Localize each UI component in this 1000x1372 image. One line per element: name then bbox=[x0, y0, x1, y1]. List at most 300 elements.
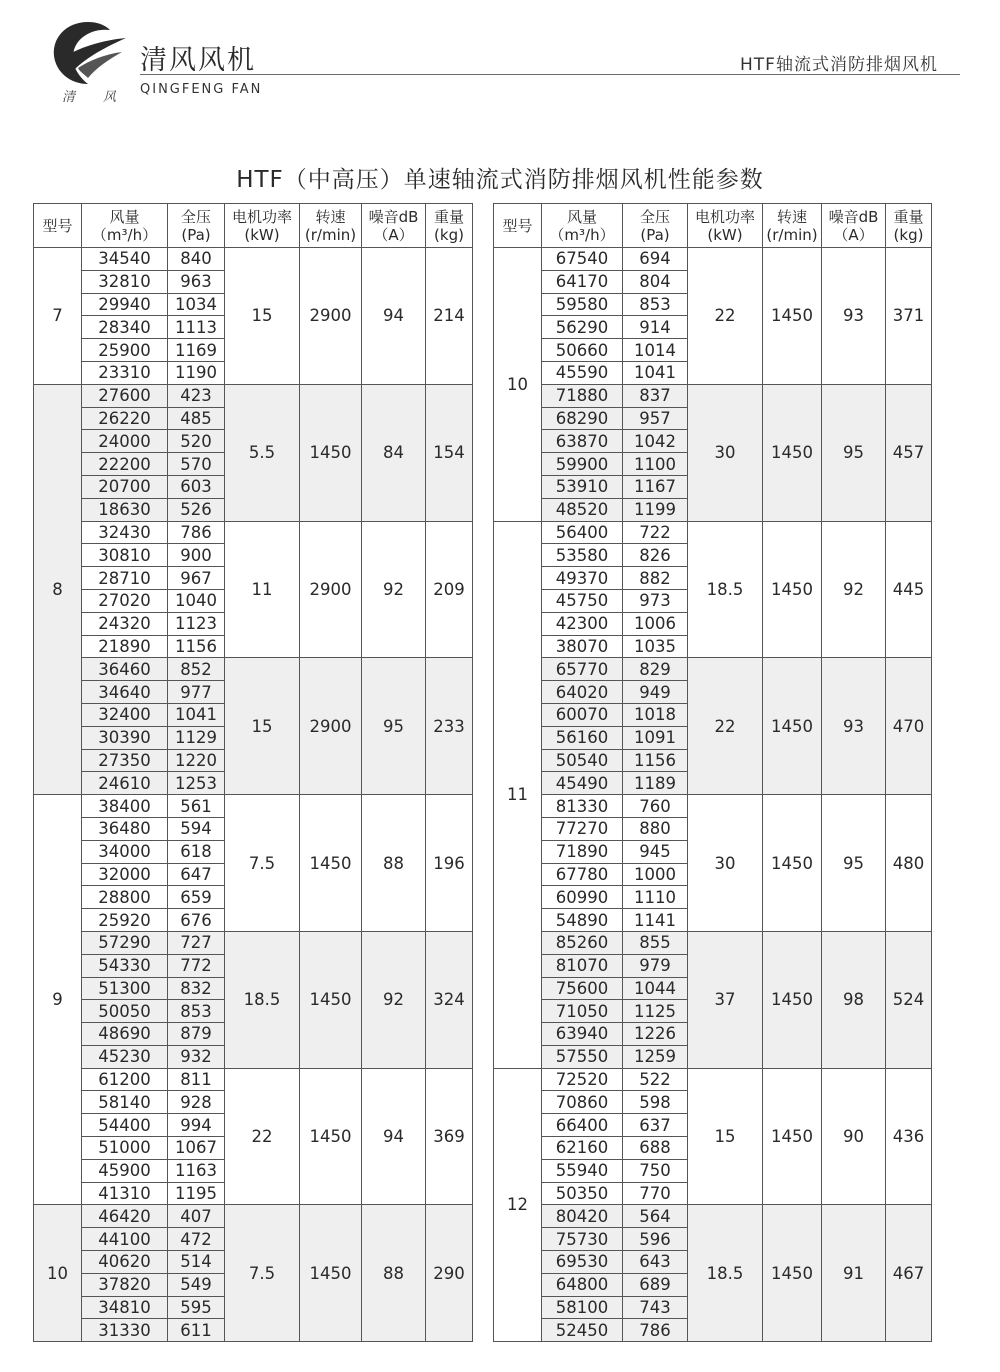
weight-cell: 369 bbox=[426, 1068, 473, 1205]
airflow-cell: 62160 bbox=[542, 1137, 623, 1160]
pressure-cell: 879 bbox=[168, 1023, 225, 1046]
pressure-cell: 829 bbox=[623, 658, 688, 681]
pressure-cell: 520 bbox=[168, 430, 225, 453]
pressure-cell: 957 bbox=[623, 407, 688, 430]
airflow-cell: 69530 bbox=[542, 1251, 623, 1274]
airflow-cell: 51300 bbox=[82, 977, 168, 1000]
column-header-power-unit: (kW) bbox=[707, 225, 743, 244]
power-cell: 30 bbox=[688, 795, 763, 932]
speed-cell: 1450 bbox=[763, 248, 822, 385]
table-row bbox=[494, 1068, 932, 1091]
pressure-cell: 1000 bbox=[623, 863, 688, 886]
airflow-cell: 27020 bbox=[82, 589, 168, 612]
speed-cell: 1450 bbox=[300, 1068, 362, 1205]
table-row bbox=[34, 1068, 473, 1091]
column-header-model: 型号 bbox=[34, 204, 82, 248]
column-header-noise-unit: （A） bbox=[373, 225, 414, 244]
pressure-cell: 1125 bbox=[623, 1000, 688, 1023]
table-body bbox=[34, 248, 473, 1342]
power-cell: 15 bbox=[688, 1068, 763, 1205]
column-header-airflow-label: 风量 bbox=[109, 207, 140, 226]
pressure-cell: 914 bbox=[623, 316, 688, 339]
pressure-cell: 743 bbox=[623, 1296, 688, 1319]
pressure-cell: 1129 bbox=[168, 726, 225, 749]
airflow-cell: 81330 bbox=[542, 795, 623, 818]
weight-cell: 324 bbox=[426, 931, 473, 1068]
pressure-cell: 973 bbox=[623, 589, 688, 612]
pressure-cell: 837 bbox=[623, 384, 688, 407]
pressure-cell: 561 bbox=[168, 795, 225, 818]
power-cell: 18.5 bbox=[225, 931, 300, 1068]
airflow-cell: 85260 bbox=[542, 931, 623, 954]
airflow-cell: 65770 bbox=[542, 658, 623, 681]
airflow-cell: 57290 bbox=[82, 931, 168, 954]
pressure-cell: 1110 bbox=[623, 886, 688, 909]
pressure-cell: 564 bbox=[623, 1205, 688, 1228]
airflow-cell: 34810 bbox=[82, 1296, 168, 1319]
power-cell: 22 bbox=[225, 1068, 300, 1205]
airflow-cell: 37820 bbox=[82, 1273, 168, 1296]
speed-cell: 1450 bbox=[763, 1205, 822, 1342]
noise-cell: 95 bbox=[822, 384, 886, 521]
pressure-cell: 1220 bbox=[168, 749, 225, 772]
pressure-cell: 472 bbox=[168, 1228, 225, 1251]
speed-cell: 2900 bbox=[300, 658, 362, 795]
airflow-cell: 25900 bbox=[82, 339, 168, 362]
pressure-cell: 570 bbox=[168, 453, 225, 476]
airflow-cell: 27600 bbox=[82, 384, 168, 407]
brand-name-english: QINGFENG FAN bbox=[140, 82, 263, 97]
table-row bbox=[494, 1205, 932, 1228]
model-cell: 10 bbox=[34, 1205, 82, 1342]
airflow-cell: 64020 bbox=[542, 681, 623, 704]
airflow-cell: 77270 bbox=[542, 817, 623, 840]
airflow-cell: 28710 bbox=[82, 567, 168, 590]
column-header-pressure bbox=[168, 204, 225, 248]
column-header-speed-unit: (r/min) bbox=[304, 225, 357, 244]
noise-cell: 94 bbox=[362, 248, 426, 385]
pressure-cell: 770 bbox=[623, 1182, 688, 1205]
pressure-cell: 1042 bbox=[623, 430, 688, 453]
pressure-cell: 1195 bbox=[168, 1182, 225, 1205]
airflow-cell: 80420 bbox=[542, 1205, 623, 1228]
airflow-cell: 40620 bbox=[82, 1251, 168, 1274]
column-header-pressure bbox=[623, 204, 688, 248]
pressure-cell: 647 bbox=[168, 863, 225, 886]
weight-cell: 436 bbox=[886, 1068, 932, 1205]
power-cell: 7.5 bbox=[225, 795, 300, 932]
pressure-cell: 603 bbox=[168, 475, 225, 498]
airflow-cell: 18630 bbox=[82, 498, 168, 521]
airflow-cell: 71880 bbox=[542, 384, 623, 407]
airflow-cell: 56290 bbox=[542, 316, 623, 339]
model-cell: 12 bbox=[494, 1068, 542, 1342]
power-cell: 5.5 bbox=[225, 384, 300, 521]
weight-cell: 214 bbox=[426, 248, 473, 385]
airflow-cell: 45230 bbox=[82, 1045, 168, 1068]
airflow-cell: 28340 bbox=[82, 316, 168, 339]
pressure-cell: 882 bbox=[623, 567, 688, 590]
column-header-airflow-unit: （m³/h） bbox=[549, 225, 615, 244]
pressure-cell: 967 bbox=[168, 567, 225, 590]
noise-cell: 93 bbox=[822, 248, 886, 385]
airflow-cell: 57550 bbox=[542, 1045, 623, 1068]
weight-cell: 209 bbox=[426, 521, 473, 658]
pressure-cell: 1006 bbox=[623, 612, 688, 635]
model-cell: 7 bbox=[34, 248, 82, 385]
column-header-airflow-unit: （m³/h） bbox=[91, 225, 158, 244]
airflow-cell: 71050 bbox=[542, 1000, 623, 1023]
airflow-cell: 44100 bbox=[82, 1228, 168, 1251]
pressure-cell: 549 bbox=[168, 1273, 225, 1296]
airflow-cell: 54400 bbox=[82, 1114, 168, 1137]
noise-cell: 94 bbox=[362, 1068, 426, 1205]
weight-cell: 154 bbox=[426, 384, 473, 521]
table-row bbox=[34, 931, 473, 954]
airflow-cell: 63870 bbox=[542, 430, 623, 453]
pressure-cell: 900 bbox=[168, 544, 225, 567]
column-header-weight-label: 重量 bbox=[893, 207, 924, 226]
airflow-cell: 53580 bbox=[542, 544, 623, 567]
pressure-cell: 1040 bbox=[168, 589, 225, 612]
pressure-cell: 643 bbox=[623, 1251, 688, 1274]
pressure-cell: 722 bbox=[623, 521, 688, 544]
pressure-cell: 1156 bbox=[168, 635, 225, 658]
header-row bbox=[494, 204, 932, 248]
noise-cell: 88 bbox=[362, 1205, 426, 1342]
airflow-cell: 50540 bbox=[542, 749, 623, 772]
speed-cell: 1450 bbox=[763, 931, 822, 1068]
table-row bbox=[494, 658, 932, 681]
pressure-cell: 1169 bbox=[168, 339, 225, 362]
weight-cell: 196 bbox=[426, 795, 473, 932]
pressure-cell: 840 bbox=[168, 248, 225, 271]
pressure-cell: 945 bbox=[623, 840, 688, 863]
speed-cell: 1450 bbox=[300, 1205, 362, 1342]
weight-cell: 467 bbox=[886, 1205, 932, 1342]
pressure-cell: 1189 bbox=[623, 772, 688, 795]
column-header-speed-unit: (r/min) bbox=[766, 225, 818, 244]
airflow-cell: 32000 bbox=[82, 863, 168, 886]
noise-cell: 84 bbox=[362, 384, 426, 521]
pressure-cell: 514 bbox=[168, 1251, 225, 1274]
table-row bbox=[34, 521, 473, 544]
pressure-cell: 932 bbox=[168, 1045, 225, 1068]
airflow-cell: 21890 bbox=[82, 635, 168, 658]
pressure-cell: 811 bbox=[168, 1068, 225, 1091]
airflow-cell: 48690 bbox=[82, 1023, 168, 1046]
airflow-cell: 52450 bbox=[542, 1319, 623, 1342]
airflow-cell: 45490 bbox=[542, 772, 623, 795]
header-row bbox=[34, 204, 473, 248]
airflow-cell: 31330 bbox=[82, 1319, 168, 1342]
pressure-cell: 727 bbox=[168, 931, 225, 954]
pressure-cell: 594 bbox=[168, 817, 225, 840]
airflow-cell: 58140 bbox=[82, 1091, 168, 1114]
column-header-weight-unit: (kg) bbox=[434, 225, 464, 244]
power-cell: 15 bbox=[225, 658, 300, 795]
airflow-cell: 50660 bbox=[542, 339, 623, 362]
speed-cell: 1450 bbox=[763, 795, 822, 932]
column-header-airflow-label: 风量 bbox=[566, 207, 597, 226]
pressure-cell: 1067 bbox=[168, 1137, 225, 1160]
pressure-cell: 1123 bbox=[168, 612, 225, 635]
weight-cell: 233 bbox=[426, 658, 473, 795]
airflow-cell: 50350 bbox=[542, 1182, 623, 1205]
noise-cell: 91 bbox=[822, 1205, 886, 1342]
airflow-cell: 38070 bbox=[542, 635, 623, 658]
weight-cell: 445 bbox=[886, 521, 932, 658]
airflow-cell: 64170 bbox=[542, 270, 623, 293]
column-header-speed-label: 转速 bbox=[776, 207, 807, 226]
pressure-cell: 1035 bbox=[623, 635, 688, 658]
pressure-cell: 1044 bbox=[623, 977, 688, 1000]
pressure-cell: 832 bbox=[168, 977, 225, 1000]
airflow-cell: 38400 bbox=[82, 795, 168, 818]
airflow-cell: 32430 bbox=[82, 521, 168, 544]
airflow-cell: 22200 bbox=[82, 453, 168, 476]
pressure-cell: 949 bbox=[623, 681, 688, 704]
column-header-noise-label: 噪音dB bbox=[828, 207, 879, 226]
column-header-pressure-unit: (Pa) bbox=[181, 225, 211, 244]
pressure-cell: 1113 bbox=[168, 316, 225, 339]
pressure-cell: 804 bbox=[623, 270, 688, 293]
pressure-cell: 1141 bbox=[623, 909, 688, 932]
noise-cell: 92 bbox=[362, 931, 426, 1068]
airflow-cell: 61200 bbox=[82, 1068, 168, 1091]
pressure-cell: 1226 bbox=[623, 1023, 688, 1046]
pressure-cell: 760 bbox=[623, 795, 688, 818]
power-cell: 18.5 bbox=[688, 521, 763, 658]
noise-cell: 88 bbox=[362, 795, 426, 932]
airflow-cell: 45590 bbox=[542, 361, 623, 384]
airflow-cell: 30390 bbox=[82, 726, 168, 749]
column-header-pressure-unit: (Pa) bbox=[640, 225, 670, 244]
pressure-cell: 772 bbox=[168, 954, 225, 977]
airflow-cell: 25920 bbox=[82, 909, 168, 932]
speed-cell: 1450 bbox=[763, 1068, 822, 1205]
pressure-cell: 1014 bbox=[623, 339, 688, 362]
power-cell: 22 bbox=[688, 658, 763, 795]
airflow-cell: 20700 bbox=[82, 475, 168, 498]
pressure-cell: 1041 bbox=[623, 361, 688, 384]
airflow-cell: 28800 bbox=[82, 886, 168, 909]
pressure-cell: 1034 bbox=[168, 293, 225, 316]
power-cell: 15 bbox=[225, 248, 300, 385]
pressure-cell: 853 bbox=[623, 293, 688, 316]
speed-cell: 1450 bbox=[763, 521, 822, 658]
model-cell: 10 bbox=[494, 248, 542, 522]
qingfeng-logo-icon bbox=[48, 18, 128, 90]
airflow-cell: 42300 bbox=[542, 612, 623, 635]
airflow-cell: 24610 bbox=[82, 772, 168, 795]
pressure-cell: 637 bbox=[623, 1114, 688, 1137]
column-header-speed-label: 转速 bbox=[315, 207, 346, 226]
logo-calligraphy: 清 风 bbox=[62, 90, 123, 105]
power-cell: 11 bbox=[225, 521, 300, 658]
airflow-cell: 27350 bbox=[82, 749, 168, 772]
column-header-weight-label: 重量 bbox=[433, 207, 464, 226]
pressure-cell: 786 bbox=[168, 521, 225, 544]
pressure-cell: 598 bbox=[623, 1091, 688, 1114]
column-header-power-unit: (kW) bbox=[244, 225, 280, 244]
airflow-cell: 58100 bbox=[542, 1296, 623, 1319]
table-row bbox=[494, 384, 932, 407]
column-header-airflow bbox=[82, 204, 168, 248]
pressure-cell: 1100 bbox=[623, 453, 688, 476]
pressure-cell: 853 bbox=[168, 1000, 225, 1023]
airflow-cell: 34540 bbox=[82, 248, 168, 271]
pressure-cell: 407 bbox=[168, 1205, 225, 1228]
weight-cell: 480 bbox=[886, 795, 932, 932]
pressure-cell: 880 bbox=[623, 817, 688, 840]
speed-cell: 1450 bbox=[300, 931, 362, 1068]
pressure-cell: 595 bbox=[168, 1296, 225, 1319]
table-row bbox=[34, 1205, 473, 1228]
speed-cell: 1450 bbox=[763, 658, 822, 795]
column-header-noise bbox=[822, 204, 886, 248]
pressure-cell: 1041 bbox=[168, 703, 225, 726]
pressure-cell: 852 bbox=[168, 658, 225, 681]
product-line-label: HTF轴流式消防排烟风机 bbox=[740, 55, 938, 75]
pressure-cell: 1018 bbox=[623, 703, 688, 726]
column-header-pressure-label: 全压 bbox=[180, 207, 211, 226]
pressure-cell: 1091 bbox=[623, 726, 688, 749]
airflow-cell: 55940 bbox=[542, 1159, 623, 1182]
column-header-pressure-label: 全压 bbox=[639, 207, 670, 226]
column-header-noise bbox=[362, 204, 426, 248]
pressure-cell: 1167 bbox=[623, 475, 688, 498]
table-row bbox=[34, 248, 473, 271]
airflow-cell: 60990 bbox=[542, 886, 623, 909]
airflow-cell: 59580 bbox=[542, 293, 623, 316]
airflow-cell: 66400 bbox=[542, 1114, 623, 1137]
power-cell: 22 bbox=[688, 248, 763, 385]
page-title: HTF（中高压）单速轴流式消防排烟风机性能参数 bbox=[236, 167, 764, 193]
noise-cell: 93 bbox=[822, 658, 886, 795]
airflow-cell: 24320 bbox=[82, 612, 168, 635]
airflow-cell: 67540 bbox=[542, 248, 623, 271]
table-row bbox=[494, 521, 932, 544]
pressure-cell: 1156 bbox=[623, 749, 688, 772]
pressure-cell: 596 bbox=[623, 1228, 688, 1251]
power-cell: 7.5 bbox=[225, 1205, 300, 1342]
airflow-cell: 23310 bbox=[82, 361, 168, 384]
column-header-speed bbox=[300, 204, 362, 248]
column-header-power-label: 电机功率 bbox=[694, 207, 755, 226]
airflow-cell: 41310 bbox=[82, 1182, 168, 1205]
pressure-cell: 618 bbox=[168, 840, 225, 863]
speed-cell: 1450 bbox=[300, 795, 362, 932]
pressure-cell: 786 bbox=[623, 1319, 688, 1342]
power-cell: 37 bbox=[688, 931, 763, 1068]
noise-cell: 92 bbox=[822, 521, 886, 658]
speed-cell: 1450 bbox=[300, 384, 362, 521]
column-header-power-label: 电机功率 bbox=[231, 207, 292, 226]
airflow-cell: 30810 bbox=[82, 544, 168, 567]
pressure-cell: 750 bbox=[623, 1159, 688, 1182]
pressure-cell: 688 bbox=[623, 1137, 688, 1160]
pressure-cell: 979 bbox=[623, 954, 688, 977]
performance-table-left bbox=[33, 203, 473, 1342]
column-header-model: 型号 bbox=[494, 204, 542, 248]
pressure-cell: 659 bbox=[168, 886, 225, 909]
power-cell: 18.5 bbox=[688, 1205, 763, 1342]
noise-cell: 95 bbox=[362, 658, 426, 795]
airflow-cell: 72520 bbox=[542, 1068, 623, 1091]
airflow-cell: 75730 bbox=[542, 1228, 623, 1251]
airflow-cell: 63940 bbox=[542, 1023, 623, 1046]
speed-cell: 2900 bbox=[300, 248, 362, 385]
pressure-cell: 855 bbox=[623, 931, 688, 954]
airflow-cell: 67780 bbox=[542, 863, 623, 886]
performance-table-right bbox=[493, 203, 932, 1342]
airflow-cell: 54330 bbox=[82, 954, 168, 977]
pressure-cell: 1190 bbox=[168, 361, 225, 384]
airflow-cell: 64800 bbox=[542, 1273, 623, 1296]
airflow-cell: 59900 bbox=[542, 453, 623, 476]
airflow-cell: 34640 bbox=[82, 681, 168, 704]
pressure-cell: 1259 bbox=[623, 1045, 688, 1068]
table-row bbox=[494, 931, 932, 954]
pressure-cell: 1253 bbox=[168, 772, 225, 795]
airflow-cell: 68290 bbox=[542, 407, 623, 430]
pressure-cell: 694 bbox=[623, 248, 688, 271]
pressure-cell: 1199 bbox=[623, 498, 688, 521]
noise-cell: 90 bbox=[822, 1068, 886, 1205]
pressure-cell: 522 bbox=[623, 1068, 688, 1091]
column-header-power bbox=[688, 204, 763, 248]
pressure-cell: 994 bbox=[168, 1114, 225, 1137]
column-header-weight-unit: (kg) bbox=[893, 225, 924, 244]
speed-cell: 1450 bbox=[763, 384, 822, 521]
airflow-cell: 45900 bbox=[82, 1159, 168, 1182]
airflow-cell: 51000 bbox=[82, 1137, 168, 1160]
column-header-noise-label: 噪音dB bbox=[368, 207, 419, 226]
pressure-cell: 689 bbox=[623, 1273, 688, 1296]
column-header-weight bbox=[426, 204, 473, 248]
airflow-cell: 56400 bbox=[542, 521, 623, 544]
airflow-cell: 29940 bbox=[82, 293, 168, 316]
pressure-cell: 1163 bbox=[168, 1159, 225, 1182]
pressure-cell: 423 bbox=[168, 384, 225, 407]
pressure-cell: 611 bbox=[168, 1319, 225, 1342]
airflow-cell: 71890 bbox=[542, 840, 623, 863]
pressure-cell: 485 bbox=[168, 407, 225, 430]
brand-name: 清风风机 bbox=[140, 45, 256, 76]
weight-cell: 290 bbox=[426, 1205, 473, 1342]
airflow-cell: 56160 bbox=[542, 726, 623, 749]
airflow-cell: 75600 bbox=[542, 977, 623, 1000]
column-header-airflow bbox=[542, 204, 623, 248]
column-header-noise-unit: （A） bbox=[833, 225, 874, 244]
table-body bbox=[494, 248, 932, 1342]
noise-cell: 95 bbox=[822, 795, 886, 932]
airflow-cell: 34000 bbox=[82, 840, 168, 863]
airflow-cell: 26220 bbox=[82, 407, 168, 430]
airflow-cell: 49370 bbox=[542, 567, 623, 590]
table-header bbox=[494, 204, 932, 248]
airflow-cell: 60070 bbox=[542, 703, 623, 726]
airflow-cell: 45750 bbox=[542, 589, 623, 612]
pressure-cell: 963 bbox=[168, 270, 225, 293]
column-header-weight bbox=[886, 204, 932, 248]
noise-cell: 98 bbox=[822, 931, 886, 1068]
pressure-cell: 526 bbox=[168, 498, 225, 521]
weight-cell: 457 bbox=[886, 384, 932, 521]
airflow-cell: 32810 bbox=[82, 270, 168, 293]
airflow-cell: 81070 bbox=[542, 954, 623, 977]
